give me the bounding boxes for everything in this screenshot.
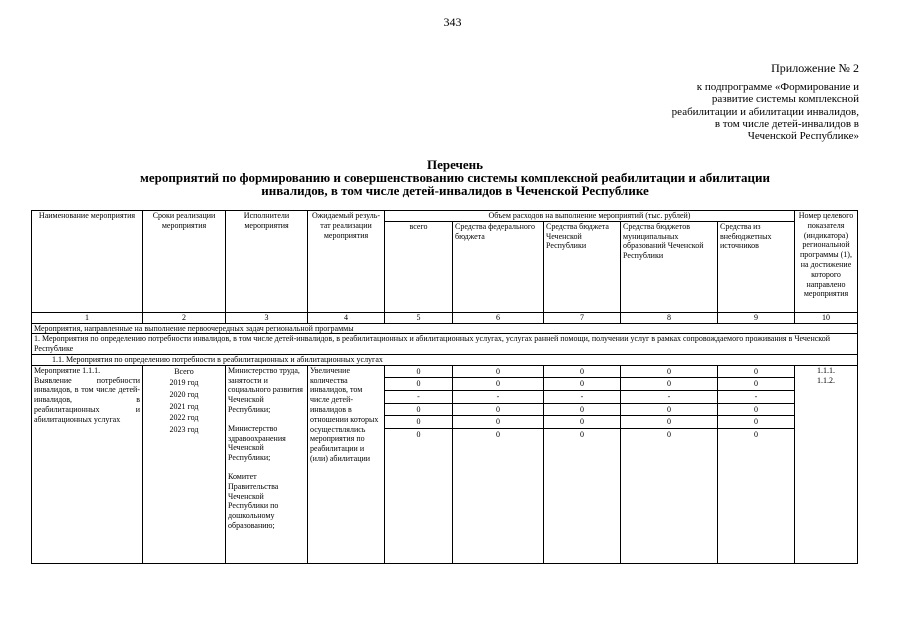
indicator-numbers	[795, 365, 858, 563]
value-cell: 0	[667, 429, 671, 439]
value-cell: 0	[580, 429, 584, 439]
appendix-reference	[599, 81, 859, 142]
section-row	[32, 323, 858, 334]
section-heading: 1.1. Мероприятия по определению потребности в реабилитационных и абилитационных услугах	[32, 354, 858, 365]
republic-values	[544, 365, 621, 563]
municipal-values	[621, 365, 718, 563]
value-cell: 0	[496, 429, 500, 439]
section-row	[32, 334, 858, 355]
column-number: 4	[308, 312, 385, 323]
period-label: Всего	[174, 366, 194, 376]
indicator-number: 1.1.1.	[817, 365, 835, 375]
appendix-title: Приложение № 2	[771, 61, 859, 75]
header-federal: Средства федерального бюджета	[453, 221, 544, 312]
extra-values	[718, 365, 795, 563]
value-cell: 0	[453, 378, 543, 391]
value-cell: 0	[385, 416, 452, 429]
value-cell: 0	[544, 404, 620, 417]
executor: Комитет Правительства Чеченской Республики по дошкольному образованию;	[228, 471, 279, 530]
header-indicator: Номер целевого показателя (индикатора) региональной программы (1), на достижение которого направлено мероприятия	[795, 211, 858, 313]
header-extra: Средства из внебюджетных источников	[718, 221, 795, 312]
header-period: Сроки реализации мероприятия	[143, 211, 226, 313]
section-heading: 1. Мероприятия по определению потребности инвалидов, в том числе детей-инвалидов, в реабилитационных и абилитационных услугах, услугах ранней помощи, получении услуг в рамках сопровождаемого проживания в Чеченской Республике	[32, 334, 858, 355]
title-line: инвалидов, в том числе детей-инвалидов в Чеченской Республике	[261, 183, 649, 198]
measure-number: Мероприятие 1.1.1.	[34, 365, 101, 375]
header-expenses-group: Объем расходов на выполнение мероприятий (тыс. рублей)	[385, 211, 795, 222]
measure-description: Выявление потребности инвалидов, в том числе детей-инвалидов, в реабилитационных и абилитационных услугах	[34, 375, 140, 424]
value-cell: 0	[621, 378, 717, 391]
measure-name	[32, 365, 143, 563]
column-number: 5	[385, 312, 453, 323]
value-cell: 0	[718, 366, 794, 379]
measure-row	[32, 365, 858, 563]
value-cell: 0	[718, 416, 794, 429]
value-cell: 0	[621, 416, 717, 429]
period-label: 2020 год	[169, 389, 199, 399]
header-expected-result: Ожидаемый резуль-тат реализации мероприятия	[308, 211, 385, 313]
column-number-row	[32, 312, 858, 323]
header-municipal: Средства бюджетов муниципальных образований Чеченской Республики	[621, 221, 718, 312]
measures-table	[31, 210, 858, 564]
federal-values	[453, 365, 544, 563]
appendix-ref-line: развитие системы комплексной	[711, 93, 859, 106]
column-number: 1	[32, 312, 143, 323]
period-label: 2022 год	[169, 413, 199, 423]
column-number: 9	[718, 312, 795, 323]
value-cell: 0	[385, 366, 452, 379]
title-line: Перечень	[426, 157, 484, 172]
value-cell: 0	[385, 404, 452, 417]
document-title	[60, 158, 850, 197]
value-cell: -	[718, 391, 794, 404]
value-cell: -	[544, 391, 620, 404]
appendix-ref-line: Чеченской Республике»	[747, 130, 859, 143]
value-cell: 0	[754, 429, 758, 439]
value-cell: 0	[544, 416, 620, 429]
header-republic: Средства бюджета Чеченской Республики	[544, 221, 621, 312]
page-number: 343	[443, 15, 462, 29]
value-cell: 0	[385, 378, 452, 391]
appendix-ref-line: к подпрограмме «Формирование и	[696, 81, 859, 93]
title-line: мероприятий по формированию и совершенствованию системы комплексной реабилитации и абилитации	[140, 170, 770, 185]
column-number: 3	[226, 312, 308, 323]
value-cell: 0	[718, 378, 794, 391]
header-executors: Исполнители мероприятия	[226, 211, 308, 313]
measure-executors	[226, 365, 308, 563]
column-number: 6	[453, 312, 544, 323]
column-number: 10	[795, 312, 858, 323]
column-number: 2	[143, 312, 226, 323]
executor: Министерство здравоохранения Чеченской Республики;	[228, 423, 286, 463]
header-name: Наименование мероприятия	[32, 211, 143, 313]
appendix-ref-line: в том числе детей-инвалидов в	[714, 117, 859, 130]
executor: Министерство труда, занятости и социального развития Чеченской Республики;	[228, 365, 303, 414]
value-cell: -	[453, 391, 543, 404]
value-cell: 0	[544, 366, 620, 379]
value-cell: 0	[621, 366, 717, 379]
measure-periods	[143, 365, 226, 563]
value-cell: 0	[544, 378, 620, 391]
section-row	[32, 354, 858, 365]
value-cell: 0	[621, 404, 717, 417]
appendix-ref-line: реабилитации и абилитации инвалидов,	[671, 105, 859, 118]
value-cell: 0	[453, 416, 543, 429]
column-number: 7	[544, 312, 621, 323]
value-cell: -	[385, 391, 452, 404]
total-values	[385, 365, 453, 563]
value-cell: 0	[453, 366, 543, 379]
period-label: 2023 год	[169, 424, 199, 434]
indicator-number: 1.1.2.	[817, 375, 835, 385]
column-number: 8	[621, 312, 718, 323]
section-heading: Мероприятия, направленные на выполнение первоочередных задач региональной программы	[32, 323, 858, 334]
measure-expected-result: Увеличение количества инвалидов, том числе детей-инвалидов в отношении которых осуществлялись мероприятия по реабилитации и (или) абилитации	[308, 365, 385, 563]
value-cell: 0	[718, 404, 794, 417]
value-cell: 0	[453, 404, 543, 417]
period-label: 2019 год	[169, 378, 199, 388]
header-total: всего	[385, 221, 453, 312]
header-row	[32, 211, 858, 222]
period-label: 2021 год	[169, 401, 199, 411]
value-cell: -	[621, 391, 717, 404]
value-cell: 0	[416, 429, 421, 439]
